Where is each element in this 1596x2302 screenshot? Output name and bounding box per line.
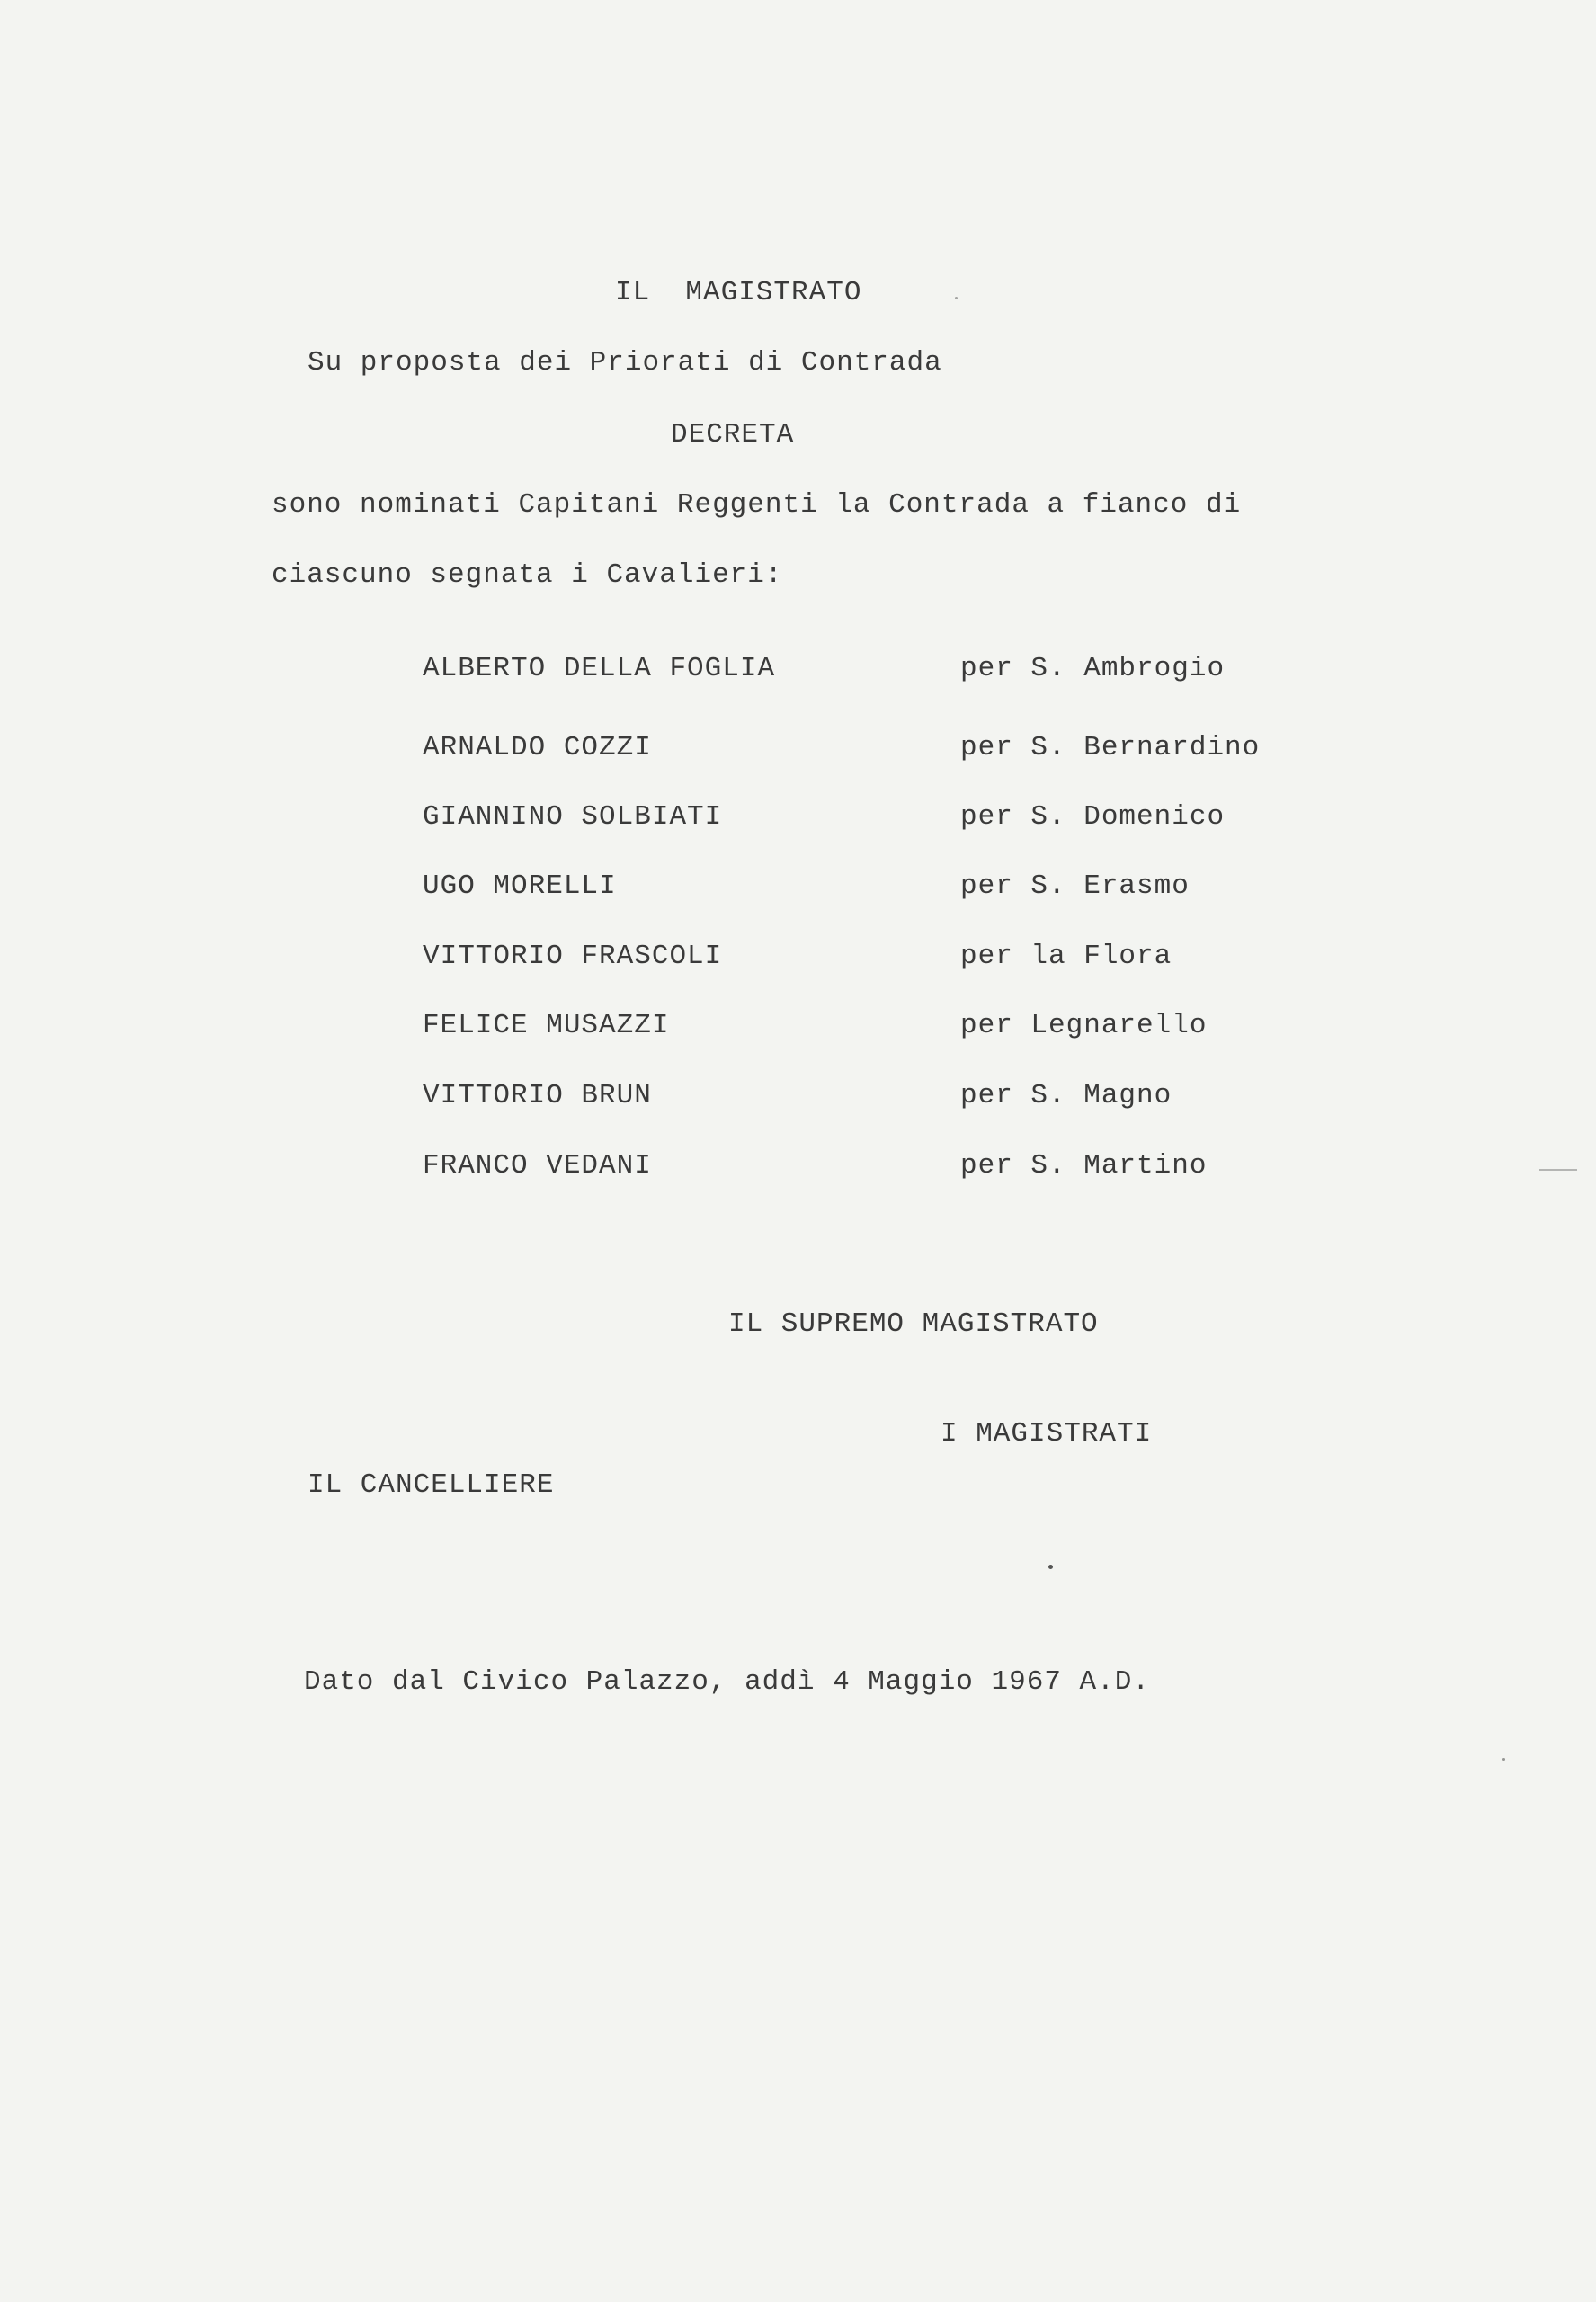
appointee-district: per la Flora xyxy=(960,941,1172,972)
appointee-name: ALBERTO DELLA FOGLIA xyxy=(423,653,776,684)
appointee-district: per S. Ambrogio xyxy=(960,653,1226,684)
magistrates-signature-label: I MAGISTRATI xyxy=(941,1418,1153,1450)
ink-speck xyxy=(1502,1758,1505,1761)
proposal-line: Su proposta dei Priorati di Contrada xyxy=(308,347,942,379)
appointee-district: per S. Domenico xyxy=(960,801,1226,833)
appointee-name: GIANNINO SOLBIATI xyxy=(423,801,723,833)
chancellor-signature-label: IL CANCELLIERE xyxy=(308,1469,555,1501)
document-heading: IL MAGISTRATO xyxy=(615,277,862,308)
appointee-name: FELICE MUSAZZI xyxy=(423,1010,670,1041)
margin-mark xyxy=(1539,1169,1577,1171)
appointee-district: per S. Martino xyxy=(960,1150,1208,1182)
intro-line-1: sono nominati Capitani Reggenti la Contrada a fianco di xyxy=(272,489,1242,521)
appointee-name: VITTORIO FRASCOLI xyxy=(423,941,723,972)
appointee-name: FRANCO VEDANI xyxy=(423,1150,652,1182)
ink-speck xyxy=(955,297,958,299)
supreme-magistrate-signature-label: IL SUPREMO MAGISTRATO xyxy=(728,1308,1099,1340)
appointee-district: per S. Bernardino xyxy=(960,732,1261,763)
date-line: Dato dal Civico Palazzo, addì 4 Maggio 1967 A.D. xyxy=(304,1666,1150,1698)
appointee-district: per S. Magno xyxy=(960,1080,1172,1111)
appointee-district: per Legnarello xyxy=(960,1010,1208,1041)
appointee-name: VITTORIO BRUN xyxy=(423,1080,652,1111)
intro-line-2: ciascuno segnata i Cavalieri: xyxy=(272,559,783,591)
appointee-name: UGO MORELLI xyxy=(423,870,617,902)
appointee-name: ARNALDO COZZI xyxy=(423,732,652,763)
ink-speck xyxy=(1048,1565,1053,1569)
decree-word: DECRETA xyxy=(671,419,795,451)
appointee-district: per S. Erasmo xyxy=(960,870,1190,902)
